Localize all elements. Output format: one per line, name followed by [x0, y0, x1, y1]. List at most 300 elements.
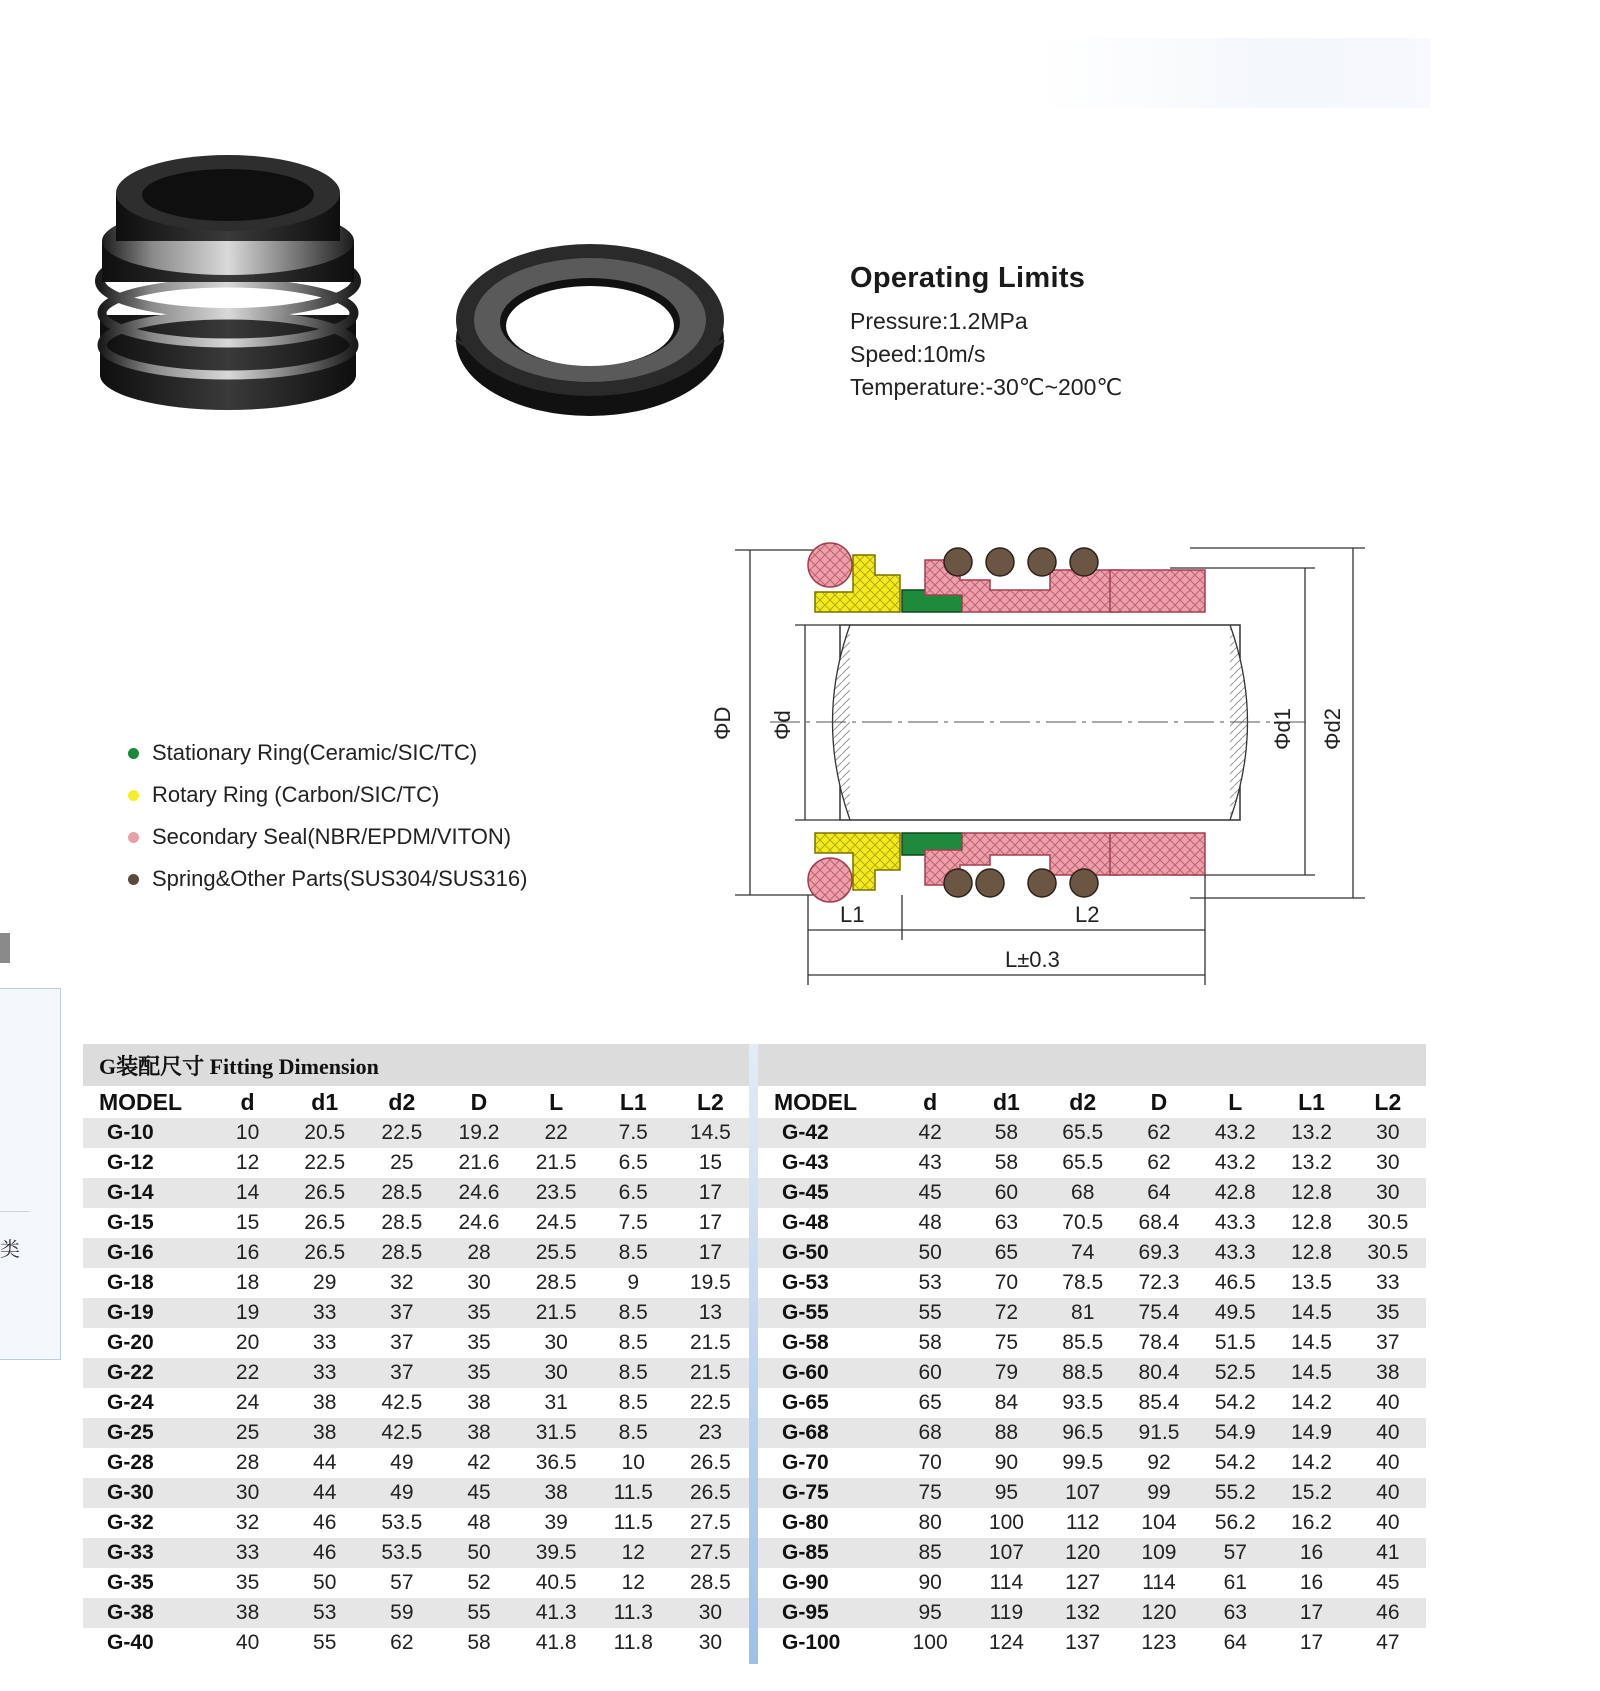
value-cell: 63	[1197, 1598, 1273, 1628]
value-cell: 107	[968, 1538, 1044, 1568]
value-cell: 20	[235, 1331, 260, 1354]
column-header: MODEL	[758, 1086, 892, 1118]
value-cell: 35	[235, 1571, 260, 1594]
value-cell: 127	[1065, 1571, 1101, 1594]
model-cell: G-12	[107, 1151, 154, 1174]
value-cell: 30	[544, 1331, 568, 1354]
value-cell: 65	[918, 1391, 942, 1414]
table-row	[83, 1418, 749, 1448]
value-cell: 7.5	[618, 1211, 648, 1234]
value-cell: 62	[1147, 1151, 1171, 1174]
model-cell: G-90	[782, 1571, 829, 1594]
yellow-dot-icon	[128, 790, 139, 801]
value-cell: 19	[209, 1298, 286, 1328]
value-cell: 43.3	[1214, 1211, 1256, 1234]
value-cell: 64	[1223, 1631, 1247, 1654]
value-cell: 53	[286, 1598, 363, 1628]
value-cell: 37	[363, 1298, 440, 1328]
value-cell: 14.5	[1273, 1358, 1349, 1388]
model-cell: G-50	[758, 1238, 892, 1268]
fitting-dimension-table-left	[83, 1044, 749, 1658]
value-cell: 11.3	[595, 1598, 672, 1628]
value-cell: 54.2	[1214, 1451, 1256, 1474]
pressure-limit: Pressure:1.2MPa	[850, 308, 1028, 334]
table-row	[758, 1118, 1426, 1148]
value-cell: 12	[235, 1151, 260, 1174]
model-cell: G-25	[83, 1418, 209, 1448]
table-row	[83, 1328, 749, 1358]
value-cell: 22	[518, 1118, 595, 1148]
value-cell: 62	[1121, 1118, 1197, 1148]
model-cell: G-40	[107, 1631, 154, 1654]
value-cell: 31.5	[518, 1418, 595, 1448]
table-row	[83, 1448, 749, 1478]
value-cell: 14.9	[1273, 1418, 1349, 1448]
value-cell: 14.5	[1273, 1298, 1349, 1328]
value-cell: 85.4	[1138, 1391, 1180, 1414]
value-cell: 70	[994, 1271, 1019, 1294]
column-header: d2	[1045, 1086, 1121, 1118]
value-cell: 37	[390, 1331, 414, 1354]
table-row	[83, 1388, 749, 1418]
model-cell: G-16	[83, 1238, 209, 1268]
phi-D-label: ΦD	[710, 706, 735, 740]
value-cell: 26.5	[286, 1238, 363, 1268]
value-cell: 30	[518, 1358, 595, 1388]
value-cell: 23.5	[518, 1178, 595, 1208]
table-row	[758, 1568, 1426, 1598]
value-cell: 8.5	[618, 1391, 648, 1414]
value-cell: 49	[363, 1478, 440, 1508]
value-cell: 12.8	[1291, 1211, 1332, 1234]
column-header: MODEL	[83, 1086, 209, 1118]
value-cell: 8.5	[595, 1358, 672, 1388]
value-cell: 13.2	[1291, 1151, 1332, 1174]
value-cell: 40	[1376, 1451, 1400, 1474]
legend-item-stationary-ring	[128, 732, 527, 774]
L-label: L±0.3	[1005, 947, 1060, 972]
value-cell: 40	[1376, 1391, 1400, 1414]
value-cell: 38	[313, 1391, 337, 1414]
table-row	[83, 1628, 749, 1658]
fitting-dimension-table-right	[758, 1044, 1426, 1658]
speed-limit: Speed:10m/s	[850, 341, 986, 367]
value-cell: 75	[994, 1331, 1019, 1354]
value-cell: 33	[209, 1538, 286, 1568]
seal-spring-assembly-image	[88, 145, 378, 425]
value-cell: 58	[918, 1331, 942, 1354]
value-cell: 53	[918, 1271, 942, 1294]
table-row	[758, 1148, 1426, 1178]
value-cell: 24.5	[535, 1211, 577, 1234]
value-cell: 24.6	[458, 1211, 500, 1234]
model-cell: G-35	[107, 1571, 154, 1594]
value-cell: 17	[672, 1178, 749, 1208]
value-cell: 12	[621, 1571, 645, 1594]
value-cell: 55	[313, 1631, 337, 1654]
value-cell: 41.3	[518, 1598, 595, 1628]
value-cell: 47	[1376, 1631, 1400, 1654]
value-cell: 51.5	[1214, 1331, 1256, 1354]
value-cell: 30	[672, 1598, 749, 1628]
value-cell: 61	[1223, 1571, 1247, 1594]
value-cell: 57	[1197, 1538, 1273, 1568]
value-cell: 6.5	[595, 1178, 672, 1208]
value-cell: 52	[467, 1571, 491, 1594]
value-cell: 43	[918, 1151, 942, 1174]
value-cell: 28.5	[363, 1238, 440, 1268]
value-cell: 28	[235, 1451, 260, 1474]
value-cell: 26.5	[672, 1478, 749, 1508]
value-cell: 50	[892, 1238, 968, 1268]
value-cell: 28.5	[363, 1178, 440, 1208]
value-cell: 95	[892, 1598, 968, 1628]
value-cell: 99.5	[1062, 1451, 1104, 1474]
value-cell: 8.5	[595, 1418, 672, 1448]
value-cell: 78.5	[1062, 1271, 1104, 1294]
value-cell: 40	[1350, 1418, 1426, 1448]
value-cell: 85	[892, 1538, 968, 1568]
value-cell: 26.5	[286, 1178, 363, 1208]
value-cell: 30	[1376, 1151, 1400, 1174]
value-cell: 37	[1376, 1331, 1400, 1354]
value-cell: 6.5	[618, 1151, 648, 1174]
value-cell: 20.5	[286, 1118, 363, 1148]
value-cell: 14.5	[1291, 1331, 1332, 1354]
value-cell: 17	[1299, 1631, 1324, 1654]
model-cell: G-100	[782, 1631, 841, 1654]
column-header: d	[892, 1086, 968, 1118]
value-cell: 42.8	[1197, 1178, 1273, 1208]
value-cell: 72	[968, 1298, 1044, 1328]
value-cell: 107	[1045, 1478, 1121, 1508]
value-cell: 55.2	[1197, 1478, 1273, 1508]
value-cell: 41	[1350, 1538, 1426, 1568]
value-cell: 31	[544, 1391, 568, 1414]
value-cell: 60	[968, 1178, 1044, 1208]
value-cell: 14.2	[1291, 1451, 1332, 1474]
value-cell: 36.5	[535, 1451, 577, 1474]
value-cell: 12	[595, 1538, 672, 1568]
value-cell: 60	[892, 1358, 968, 1388]
column-header: d1	[286, 1086, 363, 1118]
value-cell: 33	[286, 1298, 363, 1328]
column-header: D	[440, 1086, 517, 1118]
value-cell: 123	[1141, 1631, 1177, 1654]
table-title-bar	[758, 1044, 1426, 1086]
model-cell: G-85	[758, 1538, 892, 1568]
value-cell: 44	[286, 1478, 363, 1508]
table-title: G装配尺寸 Fitting Dimension	[99, 1053, 379, 1079]
value-cell: 42.5	[381, 1391, 423, 1414]
value-cell: 56.2	[1214, 1511, 1256, 1534]
value-cell: 64	[1121, 1178, 1197, 1208]
side-panel-glyph: 类	[0, 1239, 20, 1261]
table-row	[758, 1388, 1426, 1418]
value-cell: 57	[390, 1571, 414, 1594]
value-cell: 35	[440, 1298, 517, 1328]
value-cell: 14	[209, 1178, 286, 1208]
value-cell: 24.6	[440, 1178, 517, 1208]
value-cell: 8.5	[595, 1238, 672, 1268]
value-cell: 74	[1045, 1238, 1121, 1268]
value-cell: 109	[1121, 1538, 1197, 1568]
material-legend	[128, 732, 527, 900]
legend-item-secondary-seal	[128, 816, 527, 858]
model-cell: G-58	[782, 1331, 829, 1354]
model-cell: G-70	[782, 1451, 829, 1474]
value-cell: 19.5	[689, 1271, 731, 1294]
value-cell: 38	[467, 1391, 491, 1414]
table-row	[758, 1298, 1426, 1328]
model-cell: G-68	[758, 1418, 892, 1448]
model-cell: G-48	[782, 1211, 829, 1234]
value-cell: 39.5	[518, 1538, 595, 1568]
value-cell: 48	[467, 1511, 491, 1534]
legend-label: Spring&Other Parts(SUS304/SUS316)	[152, 866, 528, 891]
model-cell: G-22	[83, 1358, 209, 1388]
value-cell: 58	[994, 1151, 1019, 1174]
model-cell: G-28	[107, 1451, 154, 1474]
value-cell: 85.5	[1062, 1331, 1104, 1354]
value-cell: 40	[1376, 1511, 1400, 1534]
value-cell: 114	[989, 1571, 1024, 1594]
value-cell: 42.5	[363, 1418, 440, 1448]
model-cell: G-38	[83, 1598, 209, 1628]
value-cell: 80	[918, 1511, 942, 1534]
value-cell: 33	[313, 1331, 337, 1354]
value-cell: 16	[1299, 1571, 1324, 1594]
phi-d1-label: Φd1	[1270, 707, 1295, 750]
value-cell: 30	[209, 1478, 286, 1508]
value-cell: 28.5	[689, 1571, 731, 1594]
table-row	[758, 1358, 1426, 1388]
seal-cross-section-diagram	[690, 530, 1400, 1005]
value-cell: 96.5	[1045, 1418, 1121, 1448]
value-cell: 13.5	[1291, 1271, 1332, 1294]
value-cell: 43.2	[1214, 1151, 1256, 1174]
model-cell: G-20	[107, 1331, 154, 1354]
column-header: L2	[672, 1086, 749, 1118]
value-cell: 38	[286, 1418, 363, 1448]
model-cell: G-32	[107, 1511, 154, 1534]
temperature-limit: Temperature:-30℃~200℃	[850, 374, 1123, 400]
brown-dot-icon	[128, 874, 139, 885]
table-row	[758, 1508, 1426, 1538]
operating-limits	[850, 262, 1122, 404]
value-cell: 132	[1045, 1598, 1121, 1628]
table-row	[83, 1178, 749, 1208]
value-cell: 46	[286, 1538, 363, 1568]
value-cell: 95	[968, 1478, 1044, 1508]
value-cell: 93.5	[1062, 1391, 1104, 1414]
value-cell: 46	[1350, 1598, 1426, 1628]
table-row	[758, 1268, 1426, 1298]
value-cell: 78.4	[1138, 1331, 1180, 1354]
value-cell: 21.5	[535, 1151, 577, 1174]
value-cell: 19.2	[440, 1118, 517, 1148]
value-cell: 68.4	[1138, 1211, 1180, 1234]
model-cell: G-75	[758, 1478, 892, 1508]
value-cell: 27.5	[672, 1538, 749, 1568]
value-cell: 50	[440, 1538, 517, 1568]
model-cell: G-45	[758, 1178, 892, 1208]
column-header: L	[1197, 1086, 1273, 1118]
model-cell: G-18	[107, 1271, 154, 1294]
value-cell: 119	[968, 1598, 1044, 1628]
model-cell: G-19	[83, 1298, 209, 1328]
value-cell: 49.5	[1197, 1298, 1273, 1328]
value-cell: 30.5	[1350, 1238, 1426, 1268]
value-cell: 79	[968, 1358, 1044, 1388]
value-cell: 30	[1350, 1178, 1426, 1208]
value-cell: 100	[912, 1631, 948, 1654]
value-cell: 33	[1376, 1271, 1400, 1294]
table-row	[758, 1238, 1426, 1268]
value-cell: 54.9	[1197, 1418, 1273, 1448]
value-cell: 28	[440, 1238, 517, 1268]
operating-limits-title: Operating Limits	[850, 262, 1086, 294]
value-cell: 11.5	[595, 1478, 672, 1508]
value-cell: 38	[209, 1598, 286, 1628]
phi-d2-label: Φd2	[1320, 707, 1345, 750]
value-cell: 32	[390, 1271, 414, 1294]
value-cell: 100	[988, 1511, 1024, 1534]
value-cell: 65.5	[1062, 1151, 1104, 1174]
value-cell: 26.5	[304, 1211, 346, 1234]
value-cell: 62	[390, 1631, 414, 1654]
value-cell: 137	[1065, 1631, 1101, 1654]
value-cell: 53.5	[363, 1538, 440, 1568]
pink-dot-icon	[128, 832, 139, 843]
value-cell: 37	[363, 1358, 440, 1388]
value-cell: 25	[209, 1418, 286, 1448]
value-cell: 68	[892, 1418, 968, 1448]
table-row	[83, 1208, 749, 1238]
value-cell: 70.5	[1062, 1211, 1104, 1234]
value-cell: 27.5	[689, 1511, 731, 1534]
value-cell: 75.4	[1121, 1298, 1197, 1328]
table-row	[83, 1118, 749, 1148]
value-cell: 35	[1350, 1298, 1426, 1328]
value-cell: 30	[1350, 1118, 1426, 1148]
value-cell: 16	[209, 1238, 286, 1268]
value-cell: 43.2	[1197, 1118, 1273, 1148]
value-cell: 15	[698, 1151, 723, 1174]
value-cell: 39	[544, 1511, 568, 1534]
value-cell: 88	[968, 1418, 1044, 1448]
legend-label: Secondary Seal(NBR/EPDM/VITON)	[152, 824, 512, 849]
model-cell: G-65	[782, 1391, 829, 1414]
value-cell: 44	[313, 1451, 337, 1474]
column-header: L1	[595, 1086, 672, 1118]
value-cell: 13.2	[1273, 1118, 1349, 1148]
value-cell: 46	[313, 1511, 337, 1534]
model-cell: G-80	[782, 1511, 829, 1534]
value-cell: 12.8	[1273, 1238, 1349, 1268]
value-cell: 30.5	[1367, 1211, 1409, 1234]
table-row	[83, 1358, 749, 1388]
value-cell: 99	[1121, 1478, 1197, 1508]
value-cell: 22.5	[363, 1118, 440, 1148]
value-cell: 15.2	[1273, 1478, 1349, 1508]
header-fade	[1040, 38, 1430, 108]
model-cell: G-33	[83, 1538, 209, 1568]
table-row	[758, 1448, 1426, 1478]
L2-label: L2	[1075, 902, 1100, 927]
legend-label: Rotary Ring (Carbon/SIC/TC)	[152, 782, 440, 807]
value-cell: 104	[1141, 1511, 1177, 1534]
value-cell: 8.5	[595, 1298, 672, 1328]
column-header: L1	[1273, 1086, 1349, 1118]
value-cell: 120	[1045, 1538, 1121, 1568]
value-cell: 40.5	[535, 1571, 577, 1594]
stationary-ring-image	[450, 236, 730, 420]
value-cell: 124	[988, 1631, 1024, 1654]
value-cell: 42	[892, 1118, 968, 1148]
value-cell: 55	[892, 1298, 968, 1328]
value-cell: 23	[672, 1418, 749, 1448]
value-cell: 24	[235, 1391, 260, 1414]
model-cell: G-10	[83, 1118, 209, 1148]
value-cell: 81	[1045, 1298, 1121, 1328]
value-cell: 58	[968, 1118, 1044, 1148]
table-row	[758, 1628, 1426, 1658]
model-cell: G-95	[758, 1598, 892, 1628]
side-panel	[0, 988, 61, 1360]
value-cell: 80.4	[1121, 1358, 1197, 1388]
value-cell: 54.2	[1214, 1391, 1256, 1414]
column-header: D	[1121, 1086, 1197, 1118]
value-cell: 16.2	[1291, 1511, 1332, 1534]
value-cell: 21.5	[672, 1358, 749, 1388]
column-header: d	[209, 1086, 286, 1118]
value-cell: 65.5	[1045, 1118, 1121, 1148]
value-cell: 50	[313, 1571, 337, 1594]
value-cell: 68	[1045, 1178, 1121, 1208]
value-cell: 14.2	[1291, 1391, 1332, 1414]
value-cell: 13	[672, 1298, 749, 1328]
model-cell: G-42	[758, 1118, 892, 1148]
value-cell: 45	[1376, 1571, 1400, 1594]
dimension-table	[83, 1086, 749, 1658]
table-row	[83, 1238, 749, 1268]
value-cell: 35	[440, 1358, 517, 1388]
dimension-table	[758, 1086, 1426, 1658]
value-cell: 18	[235, 1271, 260, 1294]
value-cell: 38	[440, 1418, 517, 1448]
value-cell: 48	[918, 1211, 942, 1234]
value-cell: 53.5	[381, 1511, 423, 1534]
value-cell: 45	[440, 1478, 517, 1508]
column-header: L2	[1350, 1086, 1426, 1118]
value-cell: 65	[968, 1238, 1044, 1268]
scroll-marker	[0, 933, 10, 963]
model-cell: G-60	[758, 1358, 892, 1388]
value-cell: 40	[235, 1631, 260, 1654]
value-cell: 15	[235, 1211, 260, 1234]
value-cell: 30	[467, 1271, 491, 1294]
value-cell: 9	[627, 1271, 640, 1294]
value-cell: 41.8	[535, 1631, 577, 1654]
table-row	[758, 1538, 1426, 1568]
value-cell: 26.5	[689, 1451, 731, 1474]
table-row	[83, 1268, 749, 1298]
value-cell: 17	[1273, 1598, 1349, 1628]
model-cell: G-55	[758, 1298, 892, 1328]
value-cell: 112	[1065, 1511, 1100, 1534]
table-row	[83, 1298, 749, 1328]
